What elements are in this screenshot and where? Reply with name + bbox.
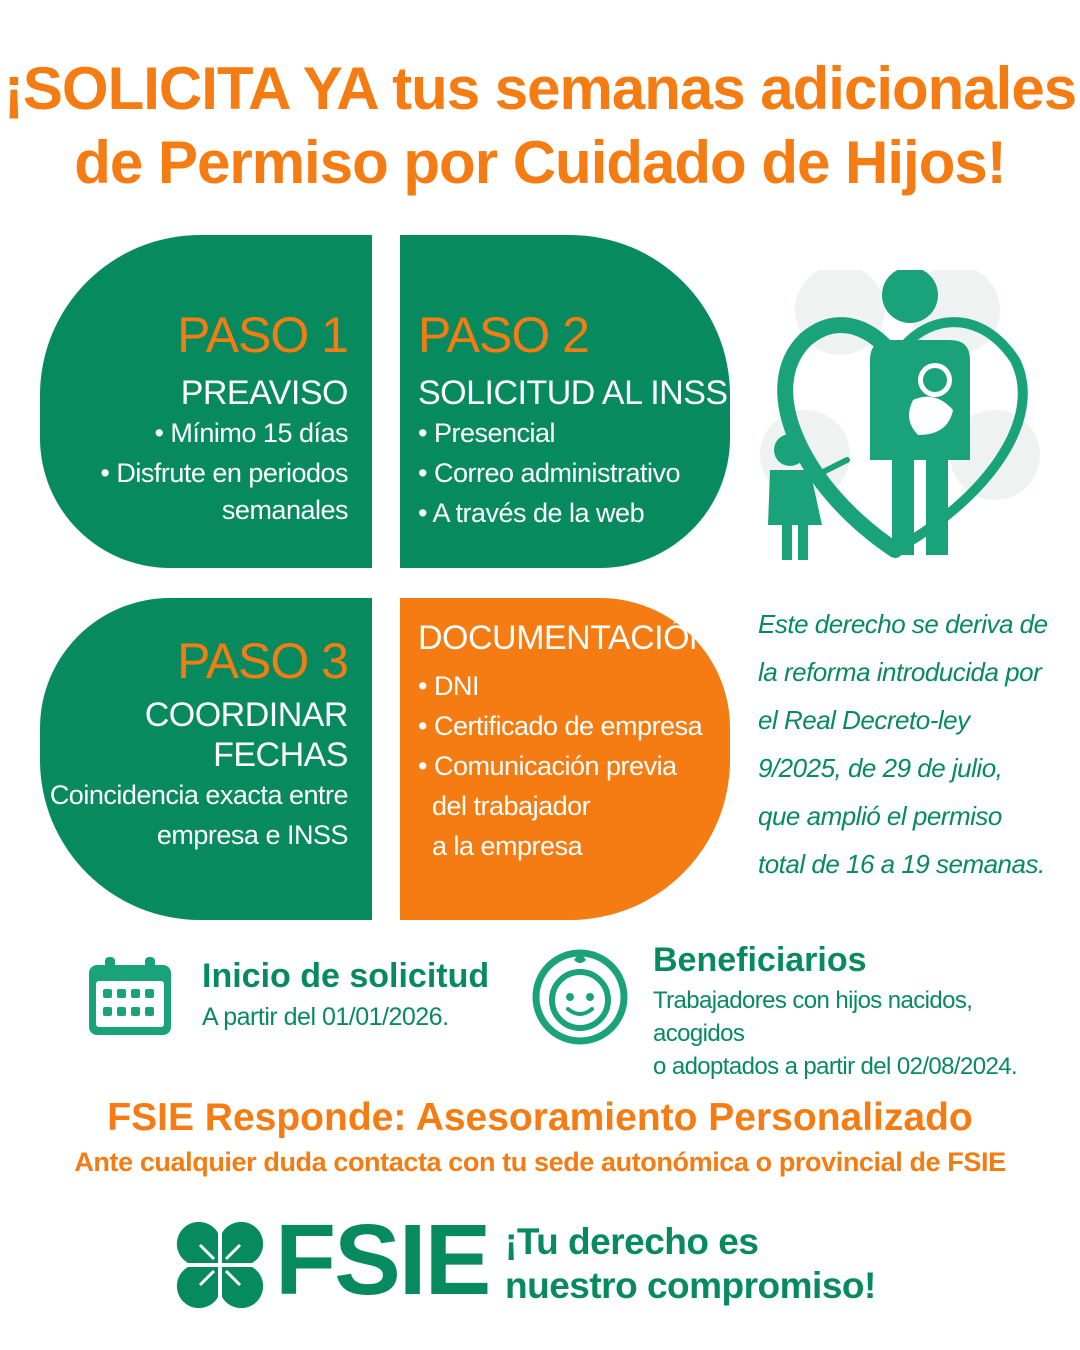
step2-label: PASO 2 bbox=[418, 307, 589, 363]
step1-label: PASO 1 bbox=[177, 307, 348, 363]
beneficiarios-title: Beneficiarios bbox=[653, 941, 867, 979]
inicio-title: Inicio de solicitud bbox=[202, 957, 490, 995]
main-title-line2: de Permiso por Cuidado de Hijos! bbox=[74, 129, 1006, 196]
family-icon bbox=[745, 270, 1045, 570]
legal-note-line1: Este derecho se deriva de bbox=[758, 609, 1048, 639]
step1-bullet-3: semanales bbox=[221, 495, 348, 525]
step2-petal bbox=[400, 235, 730, 568]
beneficiarios-line1: Trabajadores con hijos nacidos, acogidos bbox=[653, 987, 973, 1047]
step1-bullet-2: • Disfrute en periodos bbox=[100, 458, 348, 488]
slogan-line1: ¡Tu derecho es bbox=[505, 1221, 759, 1262]
step1-bullet-1: • Mínimo 15 días bbox=[154, 418, 348, 448]
legal-note-line4: 9/2025, de 29 de julio, bbox=[758, 753, 1003, 783]
legal-note-line3: el Real Decreto-ley bbox=[758, 705, 970, 735]
step2-bullet-2: • Correo administrativo bbox=[418, 458, 681, 488]
clover-logo-icon bbox=[170, 1215, 270, 1315]
step3-desc-line1: Coincidencia exacta entre bbox=[49, 780, 348, 810]
legal-note-line6: total de 16 a 19 semanas. bbox=[758, 849, 1045, 879]
step2-heading: SOLICITUD AL INSS bbox=[418, 374, 728, 412]
doc-bullet-1: • DNI bbox=[418, 671, 479, 701]
step2-bullet-3: • A través de la web bbox=[418, 498, 645, 528]
inicio-date: A partir del 01/01/2026. bbox=[202, 1003, 449, 1031]
calendar-icon bbox=[85, 955, 175, 1039]
slogan bbox=[505, 1220, 876, 1308]
beneficiarios-line2: o adoptados a partir del 02/08/2024. bbox=[653, 1053, 1018, 1080]
doc-bullet-3: • Comunicación previa bbox=[418, 751, 677, 781]
step3-label: PASO 3 bbox=[177, 633, 348, 689]
main-title bbox=[0, 52, 1080, 200]
step1-petal bbox=[40, 235, 372, 568]
fsie-logo-text: FSIE bbox=[275, 1204, 490, 1316]
step3-desc-line2: empresa e INSS bbox=[156, 820, 348, 850]
step2-bullet-1: • Presencial bbox=[418, 418, 556, 448]
baby-face-icon bbox=[530, 945, 630, 1045]
beneficiarios-text bbox=[653, 984, 1053, 1083]
legal-note-line2: la reforma introducida por bbox=[758, 657, 1042, 687]
legal-note-line5: que amplió el permiso bbox=[758, 801, 1002, 831]
step1-heading: PREAVISO bbox=[180, 374, 348, 412]
fsie-responde-title: FSIE Responde: Asesoramiento Personalizado bbox=[107, 1096, 973, 1139]
legal-note bbox=[758, 600, 1058, 888]
documentation-heading: DOCUMENTACIÓN bbox=[418, 619, 714, 657]
step3-heading: COORDINAR FECHAS bbox=[144, 696, 348, 774]
main-title-line1: ¡SOLICITA YA tus semanas adicionales bbox=[3, 55, 1077, 122]
slogan-line2: nuestro compromiso! bbox=[505, 1265, 876, 1306]
step3-petal bbox=[40, 598, 372, 920]
doc-bullet-5: a la empresa bbox=[432, 831, 583, 861]
fsie-responde-subtitle: Ante cualquier duda contacta con tu sede autonómica o provincial de FSIE bbox=[74, 1147, 1006, 1177]
documentation-petal bbox=[400, 598, 730, 920]
doc-bullet-2: • Certificado de empresa bbox=[418, 711, 703, 741]
doc-bullet-4: del trabajador bbox=[432, 791, 591, 821]
